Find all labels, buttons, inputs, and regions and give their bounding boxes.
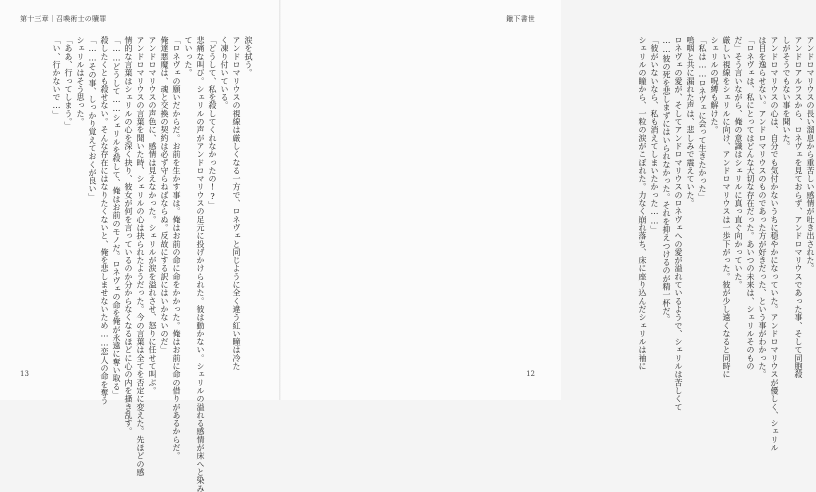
left-page-text-line: シェリルはそう思った。 <box>76 36 85 126</box>
right-page-text-line: 嗚咽と共に漏れた声は、悲しみで震えていた。 <box>686 36 695 208</box>
left-page-number: 13 <box>20 370 29 378</box>
right-page-number: 12 <box>526 370 535 378</box>
right-page-text-line: 「彼がいないなら、私も消えてしまいたかった……」 <box>650 36 659 234</box>
right-page-text-line: シェリルの呪縛も解けた。 <box>710 36 719 134</box>
left-page-text-line: く凍り付いている。 <box>220 36 229 110</box>
left-page-text-line: 「ロネヴェの願いだからだ。お前を生かす事は。俺はお前の命に命をかかった。俺はお前に命の借りがあるからだ。 <box>172 36 181 460</box>
left-page-text-line: 情的な言葉はシェリルの心を深く抉り、彼女が何を言っているのか分からなくなるほどに心の内を搔き乱す。 <box>124 36 133 436</box>
left-page-text-line: アンドロマリウスの言葉を聞いた時、シェリルの心は抉られたようだった。今の言葉は全てを否定に変えた。先ほどの感 <box>136 36 145 477</box>
chapter-header: 第十三章｜召喚術士の贖罪 <box>20 15 107 23</box>
left-page-text-line: 殺したくとも殺せない。そんな存在にはなりたくないと、俺を悲しませないため……恋人の命を奪う <box>100 36 109 405</box>
right-page-text-line: アンドロアルフスから、ロネヴェを見ておらず、アンドロマリウスであった事、そして同胞殺 <box>794 36 803 379</box>
right-page-text-line: 厳しい視線をシェリルに向け、アンドロマリウスは一歩下がった。彼が少し遠くなると同時に <box>722 36 731 379</box>
right-page-text-line: だ」そう言いながら、俺の意識はシェリルに真っ直ぐ向かっていた。 <box>734 36 743 289</box>
left-page-text-line: アンドロマリウスの視線は厳しくなる一方で、ロネヴェと同じように全く違う紅い瞳は冷た <box>232 36 241 371</box>
right-page <box>281 0 815 452</box>
right-page-text-line: アンドロマリウスの心は、自分でも気付かないうちに穏やかになっていた。アンドロマリウスが優しく、シェリル <box>770 36 779 452</box>
left-page-text-line: 悲痛な叫び。シェリルの声がアンドロマリウスの足元に投げかけられた。彼は動かない。シェリルの溢れる感情が床へと染み <box>196 36 205 492</box>
right-page-text-line: ……彼の死を悲しまずにはいられなかった。それを抑えつけるのが精一杯だ。 <box>662 36 671 324</box>
right-page-text-line: 「ロネヴェは、私にとってはどんな大切な存在だった。あいつの未来は、シェリルそのもの <box>746 36 755 371</box>
right-page-text-line: シェリルの瞳から、一粒の涙がこぼれた。力なく崩れ落ち、床に座り込んだシェリルは袖に <box>638 36 647 371</box>
left-page-text-line: 「……その事、しっかり覚えておくが良い」 <box>88 36 97 201</box>
left-page-text-line: 「どうして、私を殺してくれなかったの!?」 <box>208 36 217 210</box>
left-page-text-line: 涙を拭う。 <box>244 36 253 77</box>
left-page-text-line: アンドロマリウスの声色に、感情は見えなかった。シェリルが涙を溢れさせ、怒りに任せて叫ぶ。 <box>148 36 157 395</box>
right-page-body <box>586 36 816 452</box>
right-page-text-line: 「私は……ロネヴェに会って生きたかった」 <box>698 36 707 201</box>
right-page-text-line: ロネヴェの愛が、そしてアンドロマリウスのロネヴェへの愛が溢れているようで、シェリルは苦しくて <box>674 36 683 411</box>
left-page-text-line: 「……どうして……シェリルを殺して、俺はお前のモノだ。ロネヴェの命を俺が永遠に奪い取る」 <box>112 36 121 399</box>
left-page-text-line: ていった。 <box>184 36 193 77</box>
book-title-header: 鑞下書世 <box>506 15 535 23</box>
right-page-text-line: しがそうでもない事を聞いた。 <box>782 36 791 151</box>
left-page-text-line: 「ああ、行ってしまう。」 <box>64 36 73 130</box>
right-page-text-line: アンドロマリウスの長い溜息から重苦しい感情が吐き出された。 <box>806 36 815 273</box>
left-page <box>0 0 280 492</box>
right-page-text-line: は目を逸らせない。アンドロマリウスのものであった方が好きだった、という事がわかった。 <box>758 36 767 379</box>
left-page-text-line: 俺達悪魔は、魂と交換の契約は必ず守らねばならぬ。反故にする訳にはいかないのだ」 <box>160 36 169 354</box>
left-page-text-line: 「い、行かないで…」 <box>52 36 61 119</box>
